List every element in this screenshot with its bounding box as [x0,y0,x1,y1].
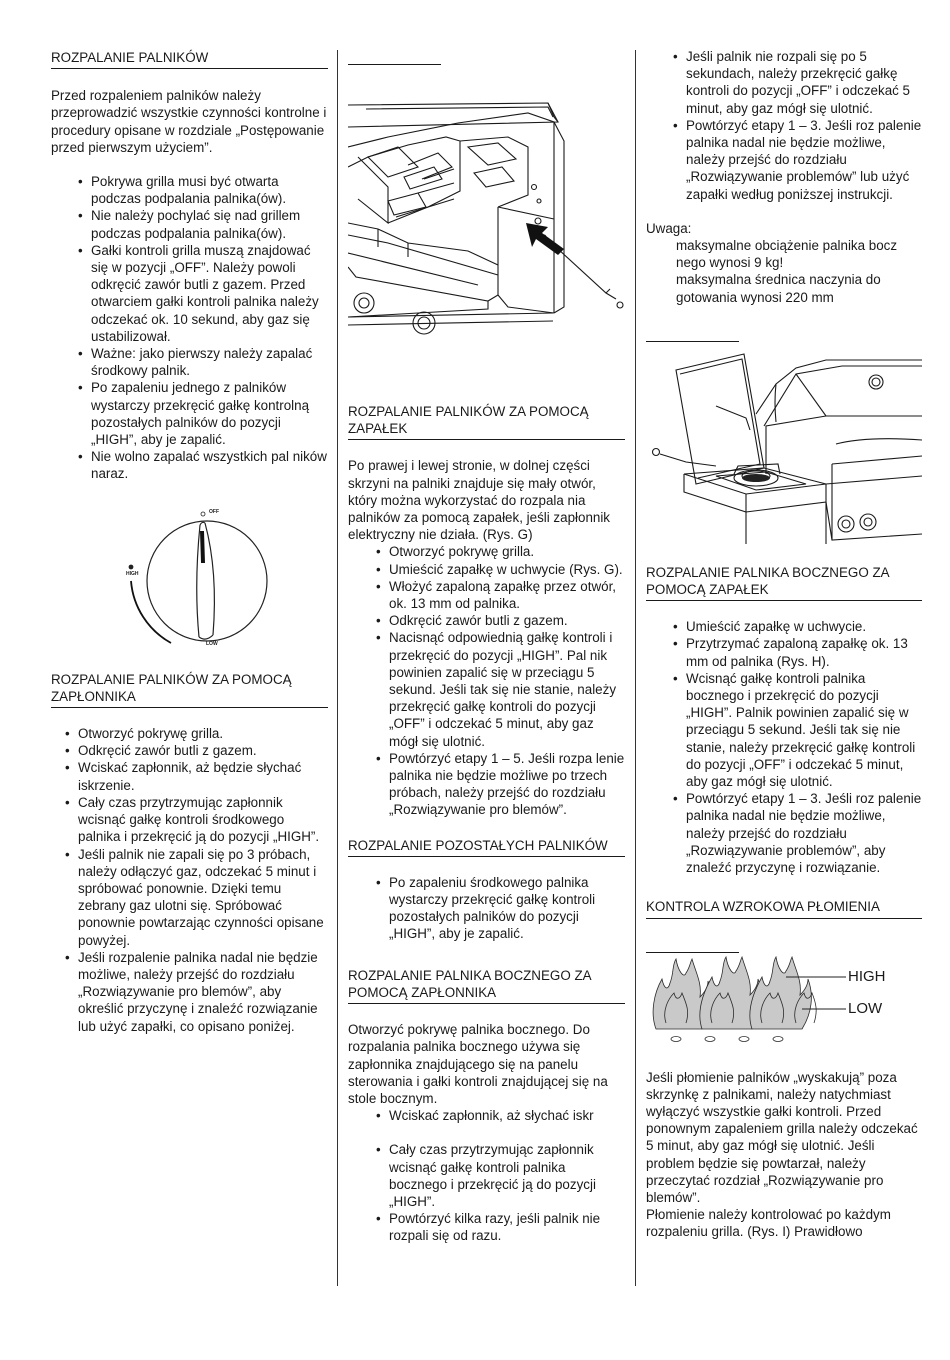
list-item: • Po zapaleniu środkowego palnika wystarczy przekręcić gałkę kontroli pozostałych palników do pozycji „HIGH”, aby je zapalić. [389,874,625,943]
column-1 [51,44,328,1035]
flame-icon [646,953,846,1049]
list-item: • Wciskać zapłonnik, aż będzie słychać iskrzenie. [78,759,328,793]
note-line: maksymalne obciążenie palnika bocz nego wynosi 9 kg! [676,238,898,271]
knob-label-high: HIGH [126,570,139,577]
matches-intro: Po prawej i lewej stronie, w dolnej części skrzyni na palniki znajduje się mały otwór, który można wykorzystać do rozpala nia palników za pomocą zapałek, jeśli zapłonnik elektryczny nie działa. (Rys. G) [348,458,611,543]
list-item: • Ważne: jako pierwszy należy zapalać środkowy palnik. [91,345,328,379]
list-item: • Umieścić zapałkę w uchwycie. [686,618,922,635]
figure-g-rule [348,64,441,65]
list-item: • Jeśli palnik nie rozpali się po 5 sekundach, należy przekręcić gałkę kontroli do pozycji „OFF” i odczekać 5 minut, aby gaz mógł się ulotnić. [686,48,922,117]
section-title-side-matches: ROZPALANIE PALNIKA BOCZNEGO ZA POMOCĄ ZAPAŁEK [646,564,922,601]
list-item: • Powtórzyć etapy 1 – 5. Jeśli rozpa lenie palnika nie będzie możliwe po trzech próbach, należy przejść do rozdziału „Rozwiązywanie pro blemów”. [389,750,625,819]
lighting-bullets [91,173,328,483]
list-item: • Otworzyć pokrywę grilla. [389,543,625,560]
list-item: • Nie wolno zapalać wszystkich pal ników naraz. [91,448,328,482]
list-item: • Nacisnąć odpowiednią gałkę kontroli i przekręcić do pozycji „HIGH”. Pal nik powinien zapalić się w przeciągu 5 sekund. Jeśli tak się nie stanie, należy przekręcić gałkę kontroli do pozycji „OFF” i odczekać 5 minut, aby gaz mógł się ulotnić. [389,629,625,749]
list-item: • Cały czas przytrzymując zapłonnik wcisnąć gałkę kontroli środkowego palnika i przekręcić ją do pozycji „HIGH”. [78,794,328,846]
other-burners-bullets [389,874,625,943]
list-item: • Powtórzyć etapy 1 – 3. Jeśli roz palenie palnika nadal nie będzie możliwe, należy przejść do rozdziału „Rozwiązywanie problemów” lub użyć zapałki według poniższej instrukcji. [686,117,922,203]
control-knob-icon [113,509,273,647]
list-item: • Umieścić zapałkę w uchwycie (Rys. G). [389,561,625,578]
list-item: • Powtórzyć etapy 1 – 3. Jeśli roz palenie palnika nadal nie będzie możliwe, należy przejść do rozdziału „Rozwiązywanie problemów”, aby znaleźć przyczynę i rozwiązanie. [686,790,922,876]
flame-label-low: LOW [848,999,883,1017]
control-knob-figure [113,509,273,647]
list-item: • Jeśli palnik nie zapali się po 3 próbach, należy odłączyć gaz, odczekać 5 minut i spróbować ponownie. Dzięki temu zebrany gaz ulotni się. Spróbować ponownie powtarzając czynności opisane powyżej. [78,846,328,949]
column-2 [348,44,625,1245]
flame-figure [646,953,922,1049]
knob-label-off: OFF [209,508,219,515]
column-divider-left [337,50,338,1286]
column-3 [646,48,922,1241]
side-igniter-bullets [389,1107,625,1244]
section-title-matches: ROZPALANIE PALNIKÓW ZA POMOCĄ ZAPAŁEK [348,403,625,440]
flame-text: Jeśli płomienie palników „wyskakują” poza skrzynkę z palnikami, należy natychmiast wyłączyć wszystkie gałki kontroli. Przed ponownym zapaleniem grilla należy odczekać 5 minut, aby gaz mógł się ulotnić. Jeśli problem będzie się powtarzał, należy przeczytać rozdział „Rozwiązywanie pro blemów”. [646,1069,918,1205]
lighting-intro: Przed rozpaleniem palników należy przeprowadzić wszystkie czynności kontrolne i procedury opisane w rozdziale „Postępowanie przed pierwszym użyciem”. [51,88,327,155]
list-item: • Nie należy pochylać się nad grillem podczas podpalania palnika(ów). [91,207,328,241]
list-item: • Jeśli rozpalenie palnika nadal nie będzie możliwe, należy przejść do rozdziału „Rozwiązywanie pro blemów”, aby określić przyczynę i znaleźć rozwiązanie lub użyć zapałki, co opisano poniżej. [78,949,328,1035]
list-item: • Pokrywa grilla musi być otwarta podczas podpalania palnika(ów). [91,173,328,207]
note-line: maksymalna średnica naczynia do gotowania wynosi 220 mm [676,272,881,305]
list-item: • Przytrzymać zapaloną zapałkę ok. 13 mm od palnika (Rys. H). [686,635,922,669]
list-item: • Otworzyć pokrywę grilla. [78,725,328,742]
side-matches-bullets [686,618,922,876]
list-item: • Odkręcić zawór butli z gazem. [78,742,328,759]
figure-h-rule [646,341,739,342]
list-item: • Powtórzyć kilka razy, jeśli palnik nie rozpali się od razu. [389,1210,625,1244]
section-title-lighting: ROZPALANIE PALNIKÓW [51,49,328,69]
side-burner-continued-bullets [686,48,922,203]
list-item: • Cały czas przytrzymując zapłonnik wcisnąć gałkę kontroli palnika bocznego i przekręcić ją do pozycji „HIGH”. [389,1141,625,1210]
list-item: • Wciskać zapłonnik, aż słychać iskr [389,1107,625,1124]
grill-matchlight-figure-icon [348,67,625,357]
column-divider-right [635,50,636,1286]
knob-label-low: LOW [206,640,218,647]
list-item: • Po zapaleniu jednego z palników wystarczy przekręcić gałkę kontrolną pozostałych palników do pozycji „HIGH”, aby je zapalić. [91,379,328,448]
flame-label-high: HIGH [848,967,886,985]
side-igniter-intro: Otworzyć pokrywę palnika bocznego. Do rozpalania palnika bocznego używa się zapłonnika znajdującego się na panelu sterowania i gałki kontroli znajdującej się na stole bocznym. [348,1022,608,1106]
list-item: • Gałki kontroli grilla muszą znajdować się w pozycji „OFF”. Należy powoli odkręcić zawór butli z gazem. Przed otwarciem gałki kontroli palnika należy odczekać ok. 10 sekund, aby gaz się ustabilizował. [91,242,328,345]
section-title-igniter: ROZPALANIE PALNIKÓW ZA POMOCĄ ZAPŁONNIKA [51,671,328,708]
flame-text-2: Płomienie należy kontrolować po każdym rozpaleniu grilla. (Rys. I) Prawidłowo [646,1207,891,1240]
list-item: • Włożyć zapaloną zapałkę przez otwór, ok. 13 mm od palnika. [389,578,625,612]
igniter-bullets [78,725,328,1035]
section-title-flame-check: KONTROLA WZROKOWA PŁOMIENIA [646,898,922,918]
section-title-side-igniter: ROZPALANIE PALNIKA BOCZNEGO ZA POMOCĄ ZAPŁONNIKA [348,967,625,1004]
section-title-other-burners: ROZPALANIE POZOSTAŁYCH PALNIKÓW [348,837,625,857]
matches-bullets [389,543,625,818]
note-label: Uwaga: [646,220,692,236]
list-item: • Wcisnąć gałkę kontroli palnika bocznego i przekręcić do pozycji „HIGH”. Palnik powinien zapalić się w przeciągu 5 sekund. Jeśli tak się nie stanie, należy przekręcić gałkę kontroli do pozycji „OFF” i odczekać 5 minut, aby gaz mógł się ulotnić. [686,670,922,790]
side-burner-figure-icon [646,344,922,554]
list-item: • Odkręcić zawór butli z gazem. [389,612,625,629]
